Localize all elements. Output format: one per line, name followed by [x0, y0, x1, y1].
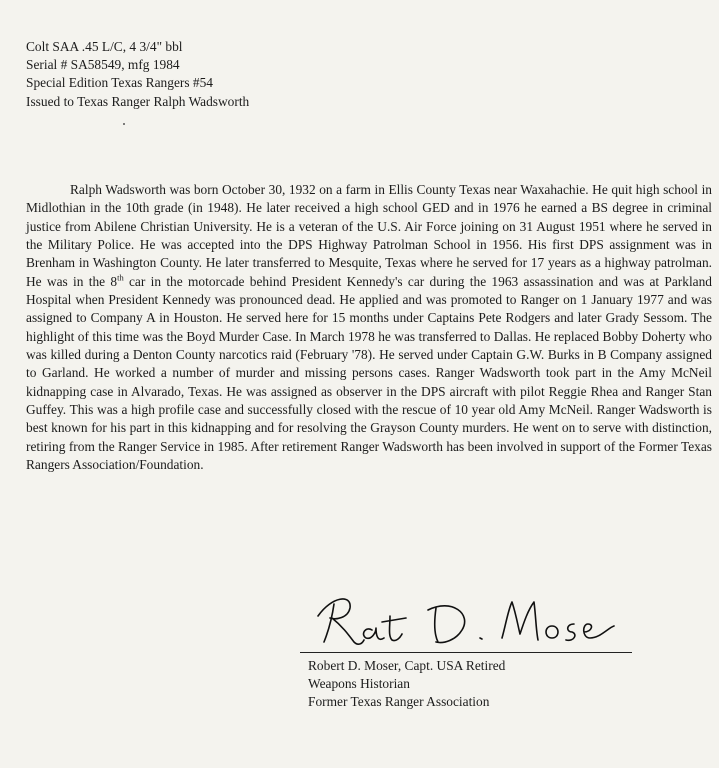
- biography-part-1: Ralph Wadsworth was born October 30, 1932 on a farm in Ellis County Texas near Waxahachie. He quit high school in Midlothian in the 10th grade (in 1948). He later received a high school GED and in 1976 he earned a BS degree in criminal justice from Abilene Christian University. He is a veteran of the U.S. Air Force joining on 31 August 1951 where he served in the Military Police. He was accepted into the DPS Highway Patrolman School in 1956. His first DPS assignment was in Brenham in Washington County. He later transferred to Mesquite, Texas where he served for 17 years as a highway patrolman. He was in the 8: [26, 182, 712, 289]
- header-issued-line: Issued to Texas Ranger Ralph Wadsworth: [26, 93, 250, 109]
- paper-speck: [123, 123, 125, 125]
- ordinal-superscript: th: [117, 272, 124, 283]
- handwritten-signature: [312, 588, 618, 650]
- signer-title: Weapons Historian: [308, 676, 410, 692]
- header-model-line: Colt SAA .45 L/C, 4 3/4" bbl: [26, 39, 183, 54]
- firearm-header: [26, 38, 249, 111]
- header-edition-line: Special Edition Texas Rangers #54: [26, 75, 213, 91]
- biography-paragraph: [26, 181, 712, 475]
- header-serial-line: Serial # SA58549, mfg 1984: [26, 57, 180, 73]
- signer-name: Robert D. Moser, Capt. USA Retired: [308, 658, 506, 673]
- signer-organization: Former Texas Ranger Association: [308, 694, 490, 710]
- signature-block: [308, 657, 505, 712]
- signature-line: [300, 652, 632, 653]
- biography-part-2: car in the motorcade behind President Kennedy's car during the 1963 assassination and was at Parkland Hospital when President Kennedy was pronounced dead. He applied and was promoted to Ranger on 1 January 1977 and was assigned to Company A in Houston. He served here for 15 months under Captains Pete Rodgers and later Grady Sessom. The highlight of this time was the Boyd Murder Case. In March 1978 he was transferred to Dallas. He replaced Bobby Doherty who was killed during a Denton County narcotics raid (February '78). He served under Captain G.W. Burks in B Company assigned to Garland. He worked a number of murder and missing persons cases. Ranger Wadsworth took part in the Amy McNeil kidnapping case in Alvarado, Texas. He was assigned as observer in the DPS aircraft with pilot Reggie Rhea and Ranger Stan Guffey. This was a high profile case and successfully closed with the rescue of 10 year old Amy McNeil. Ranger Wadsworth is best known for his part in this kidnapping and for resolving the Grayson County murders. He went on to serve with distinction, retiring from the Ranger Service in 1985. After retirement Ranger Wadsworth has been involved in support of the Former Texas Rangers Association/Foundation.: [26, 273, 713, 473]
